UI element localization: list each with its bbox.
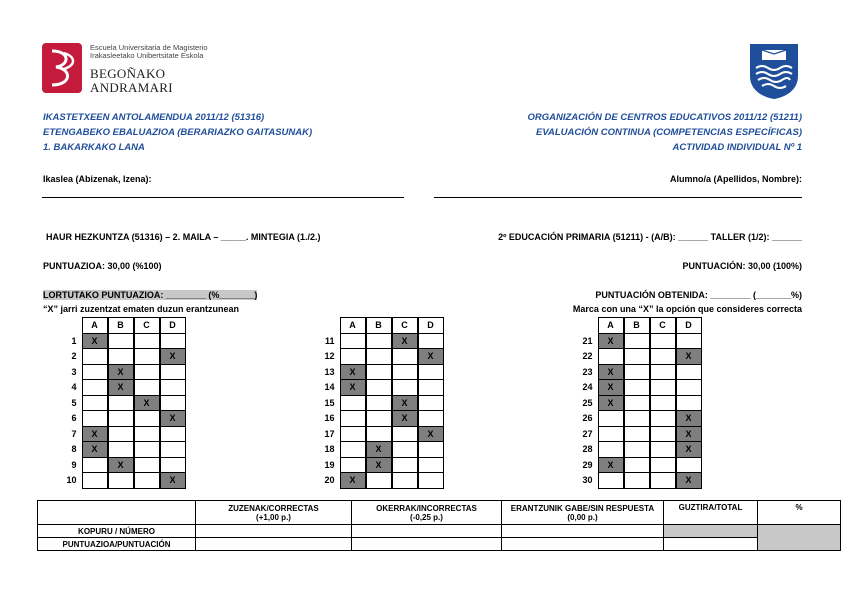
grid-corner	[320, 318, 340, 334]
answer-cell-a[interactable]	[82, 411, 107, 427]
answer-cell-a[interactable]	[598, 426, 623, 442]
answer-mark-a[interactable]: X	[598, 395, 623, 411]
answer-mark-a[interactable]: X	[598, 364, 623, 380]
answer-cell-b[interactable]	[366, 349, 391, 365]
answer-cell-d[interactable]	[676, 457, 701, 473]
question-number: 28	[582, 444, 593, 455]
answer-cell-a[interactable]	[82, 473, 107, 489]
question-number: 29	[582, 459, 593, 470]
answer-cell-b[interactable]	[624, 457, 649, 473]
header-left-line-2: ETENGABEKO EBALUAZIOA (BERARIAZKO GAITASUNAK)	[43, 127, 313, 138]
answer-cell-c[interactable]	[392, 473, 417, 489]
answer-cell-c[interactable]	[650, 411, 675, 427]
question-number: 20	[324, 475, 335, 486]
summary-header-blank-points: (0,00 p.)	[567, 512, 598, 522]
answer-cell-a[interactable]	[82, 380, 107, 396]
question-number: 12	[324, 351, 335, 362]
answer-cell-b[interactable]	[366, 426, 391, 442]
answer-mark-b[interactable]: X	[108, 364, 133, 380]
answer-row	[578, 364, 701, 380]
answer-cell-b[interactable]	[624, 380, 649, 396]
answer-row	[578, 473, 701, 489]
answer-cell-a[interactable]	[598, 442, 623, 458]
instructions-right: Marca con una “X” la opción que consideres correcta	[572, 304, 802, 314]
question-number: 19	[324, 459, 335, 470]
answer-cell-a[interactable]	[82, 395, 107, 411]
header-right-line-1: ORGANIZACIÓN DE CENTROS EDUCATIVOS 2011/12 (51211)	[527, 112, 802, 123]
max-score-right: PUNTUACIÓN: 30,00 (100%)	[682, 261, 802, 271]
answer-mark-d[interactable]: X	[676, 411, 701, 427]
answer-cell-d[interactable]	[418, 442, 443, 458]
answer-row	[320, 426, 443, 442]
course-left: HAUR HEZKUNTZA (51316) – 2. MAILA – _____. MINTEGIA (1./2.)	[46, 232, 321, 242]
answer-row	[320, 457, 443, 473]
student-label-left: Ikaslea (Abizenak, Izena):	[43, 174, 152, 184]
answer-cell-c[interactable]	[392, 457, 417, 473]
school-logo-icon	[42, 43, 82, 93]
summary-header-correct-label: ZUZENAK/CORRECTAS	[228, 503, 319, 513]
answer-mark-b[interactable]: X	[366, 442, 391, 458]
answer-mark-a[interactable]: X	[340, 364, 365, 380]
option-header-c: C	[650, 318, 675, 334]
answer-cell-d[interactable]	[160, 380, 185, 396]
header-left-line-1: IKASTETXEEN ANTOLAMENDUA 2011/12 (51316)	[43, 112, 265, 123]
summary-number-blank[interactable]	[502, 525, 664, 538]
answer-row	[62, 457, 185, 473]
answer-cell-d[interactable]	[160, 426, 185, 442]
answer-mark-c[interactable]: X	[392, 333, 417, 349]
answer-cell-c[interactable]	[392, 380, 417, 396]
answer-row	[578, 395, 701, 411]
answer-cell-d[interactable]	[676, 395, 701, 411]
question-number: 15	[324, 397, 335, 408]
option-header-b: B	[108, 318, 133, 334]
max-score-left: PUNTUAZIOA: 30,00 (%100)	[43, 261, 162, 271]
answer-cell-b[interactable]	[108, 411, 133, 427]
answer-mark-a[interactable]: X	[340, 473, 365, 489]
answer-cell-a[interactable]	[82, 457, 107, 473]
question-number: 9	[71, 459, 77, 470]
brand-name-line-2: ANDRAMARI	[90, 80, 173, 95]
answer-cell-b[interactable]	[366, 333, 391, 349]
answer-cell-d[interactable]	[418, 380, 443, 396]
answer-cell-c[interactable]	[650, 426, 675, 442]
answer-cell-b[interactable]	[624, 426, 649, 442]
answer-cell-a[interactable]	[598, 349, 623, 365]
answer-mark-a[interactable]: X	[598, 457, 623, 473]
option-header-c: C	[134, 318, 159, 334]
option-header-d: D	[160, 318, 185, 334]
summary-number-percent	[758, 525, 841, 551]
answer-mark-d[interactable]: X	[418, 426, 443, 442]
summary-header-correct	[196, 501, 352, 525]
answer-cell-d[interactable]	[418, 395, 443, 411]
answer-cell-b[interactable]	[366, 395, 391, 411]
answer-cell-c[interactable]	[650, 395, 675, 411]
summary-row-number-label: KOPURU / NÚMERO	[38, 525, 196, 538]
summary-number-incorrect[interactable]	[352, 525, 502, 538]
question-number: 6	[71, 413, 77, 424]
answer-row	[578, 426, 701, 442]
answer-row	[320, 395, 443, 411]
answer-cell-c[interactable]	[650, 473, 675, 489]
answer-row	[62, 349, 185, 365]
header-right-line-2: EVALUACIÓN CONTINUA (COMPETENCIAS ESPECÍFICAS)	[535, 127, 802, 138]
question-number: 3	[71, 366, 77, 377]
answer-row	[320, 364, 443, 380]
answer-mark-a[interactable]: X	[82, 442, 107, 458]
answer-cell-c[interactable]	[392, 442, 417, 458]
answer-cell-b[interactable]	[624, 333, 649, 349]
university-shield-icon	[748, 42, 800, 100]
answer-cell-d[interactable]	[676, 380, 701, 396]
answer-mark-a[interactable]: X	[82, 426, 107, 442]
obtained-score-right: PUNTUACIÓN OBTENIDA: ________ (_______%)	[595, 290, 802, 300]
answer-mark-d[interactable]: X	[160, 411, 185, 427]
answer-cell-b[interactable]	[366, 411, 391, 427]
answer-cell-b[interactable]	[624, 349, 649, 365]
answer-row	[578, 349, 701, 365]
answer-cell-c[interactable]	[650, 364, 675, 380]
answer-row	[578, 333, 701, 349]
question-number: 22	[582, 351, 593, 362]
question-number: 10	[66, 475, 77, 486]
answer-row	[62, 426, 185, 442]
answer-cell-c[interactable]	[134, 426, 159, 442]
summary-header-correct-points: (+1,00 p.)	[256, 512, 291, 522]
answer-mark-d[interactable]: X	[676, 349, 701, 365]
answer-cell-d[interactable]	[418, 333, 443, 349]
question-number: 7	[71, 428, 77, 439]
option-header-d: D	[418, 318, 443, 334]
answer-cell-b[interactable]	[366, 380, 391, 396]
answer-cell-a[interactable]	[82, 349, 107, 365]
option-header-b: B	[366, 318, 391, 334]
summary-header-incorrect-points: (-0,25 p.)	[410, 512, 443, 522]
summary-score-total[interactable]	[664, 538, 758, 551]
answer-row	[578, 457, 701, 473]
summary-header-percent: %	[758, 501, 841, 525]
question-number: 24	[582, 382, 593, 393]
answer-cell-c[interactable]	[650, 457, 675, 473]
answer-cell-c[interactable]	[134, 442, 159, 458]
answer-cell-c[interactable]	[650, 333, 675, 349]
answer-row	[320, 333, 443, 349]
answer-mark-a[interactable]: X	[82, 333, 107, 349]
answer-cell-d[interactable]	[418, 411, 443, 427]
answer-mark-b[interactable]: X	[108, 457, 133, 473]
answer-cell-a[interactable]	[340, 426, 365, 442]
answer-cell-d[interactable]	[418, 457, 443, 473]
summary-header-blank-label: ERANTZUNIK GABE/SIN RESPUESTA	[510, 503, 655, 513]
question-number: 17	[324, 428, 335, 439]
question-number: 16	[324, 413, 335, 424]
student-name-field-left[interactable]	[42, 197, 404, 198]
answer-cell-b[interactable]	[108, 426, 133, 442]
question-number: 4	[71, 382, 77, 393]
question-number: 13	[324, 366, 335, 377]
header-left-line-3: 1. BAKARKAKO LANA	[43, 142, 145, 153]
answer-cell-b[interactable]	[366, 473, 391, 489]
answer-cell-c[interactable]	[134, 411, 159, 427]
question-number: 8	[71, 444, 77, 455]
student-label-right: Alumno/a (Apellidos, Nombre):	[669, 174, 802, 184]
answer-cell-c[interactable]	[650, 349, 675, 365]
summary-header-incorrect-label: OKERRAK/INCORRECTAS	[376, 503, 477, 513]
answer-row	[578, 442, 701, 458]
answer-mark-a[interactable]: X	[598, 333, 623, 349]
summary-number-correct[interactable]	[196, 525, 352, 538]
answer-cell-b[interactable]	[108, 442, 133, 458]
answer-cell-d[interactable]	[160, 457, 185, 473]
answer-cell-b[interactable]	[624, 364, 649, 380]
summary-score-blank[interactable]	[502, 538, 664, 551]
question-number: 30	[582, 475, 593, 486]
answer-cell-b[interactable]	[624, 395, 649, 411]
answer-row	[62, 411, 185, 427]
student-name-field-right[interactable]	[434, 197, 802, 198]
summary-score-correct[interactable]	[196, 538, 352, 551]
answer-cell-b[interactable]	[624, 473, 649, 489]
answer-cell-d[interactable]	[418, 473, 443, 489]
answer-row	[320, 380, 443, 396]
question-number: 23	[582, 366, 593, 377]
school-name-line-2: Irakasleetako Unibertsitate Eskola	[90, 51, 204, 60]
answer-mark-d[interactable]: X	[160, 473, 185, 489]
answer-cell-d[interactable]	[676, 333, 701, 349]
answer-cell-a[interactable]	[340, 442, 365, 458]
answer-cell-a[interactable]	[340, 349, 365, 365]
question-number: 1	[71, 335, 77, 346]
summary-corner	[38, 501, 196, 525]
answer-mark-d[interactable]: X	[676, 442, 701, 458]
question-number: 25	[582, 397, 593, 408]
answer-row	[320, 349, 443, 365]
summary-number-total	[664, 525, 758, 538]
answer-cell-c[interactable]	[134, 457, 159, 473]
option-header-c: C	[392, 318, 417, 334]
grid-corner	[62, 318, 82, 334]
option-header-d: D	[676, 318, 701, 334]
question-number: 11	[324, 335, 335, 346]
question-number: 27	[582, 428, 593, 439]
answer-grid-21-30	[578, 317, 702, 489]
answer-grid-1-10	[62, 317, 186, 489]
grid-corner	[578, 318, 598, 334]
answer-cell-c[interactable]	[650, 442, 675, 458]
answer-row	[320, 411, 443, 427]
obtained-score-left: LORTUTAKO PUNTUAZIOA: ________ (%_______)	[43, 290, 258, 300]
answer-cell-b[interactable]	[624, 442, 649, 458]
answer-cell-d[interactable]	[418, 364, 443, 380]
option-header-a: A	[82, 318, 107, 334]
option-header-b: B	[624, 318, 649, 334]
answer-mark-b[interactable]: X	[108, 380, 133, 396]
answer-row	[62, 395, 185, 411]
question-number: 2	[71, 351, 77, 362]
answer-row	[62, 473, 185, 489]
answer-row	[62, 380, 185, 396]
answer-cell-a[interactable]	[598, 411, 623, 427]
header-right-line-3: ACTIVIDAD INDIVIDUAL Nº 1	[672, 142, 802, 153]
answer-cell-b[interactable]	[108, 349, 133, 365]
summary-header-total: GUZTIRA/TOTAL	[664, 501, 758, 525]
answer-cell-b[interactable]	[108, 333, 133, 349]
answer-cell-a[interactable]	[340, 457, 365, 473]
answer-row	[62, 364, 185, 380]
answer-cell-d[interactable]	[160, 395, 185, 411]
summary-row-score-label: PUNTUAZIOA/PUNTUACIÓN	[38, 538, 196, 551]
option-header-a: A	[340, 318, 365, 334]
question-number: 26	[582, 413, 593, 424]
answer-cell-c[interactable]	[650, 380, 675, 396]
answer-cell-b[interactable]	[624, 411, 649, 427]
answer-mark-d[interactable]: X	[160, 349, 185, 365]
answer-row	[578, 411, 701, 427]
answer-cell-c[interactable]	[134, 349, 159, 365]
answer-cell-b[interactable]	[108, 473, 133, 489]
answer-mark-c[interactable]: X	[134, 395, 159, 411]
answer-cell-c[interactable]	[134, 364, 159, 380]
answer-cell-b[interactable]	[108, 395, 133, 411]
answer-cell-d[interactable]	[676, 364, 701, 380]
instructions-left: “X” jarri zuzentzat ematen duzun erantzunean	[43, 304, 240, 314]
answer-mark-d[interactable]: X	[676, 473, 701, 489]
summary-score-incorrect[interactable]	[352, 538, 502, 551]
school-name-line-1: Escuela Universitaria de Magisterio	[90, 43, 208, 52]
course-right: 2º EDUCACIÓN PRIMARIA (51211) - (A/B): ______ TALLER (1/2): ______	[498, 232, 802, 242]
answer-cell-c[interactable]	[134, 473, 159, 489]
answer-row	[578, 380, 701, 396]
answer-cell-d[interactable]	[160, 442, 185, 458]
answer-grid-11-20	[320, 317, 444, 489]
option-header-a: A	[598, 318, 623, 334]
summary-header-incorrect	[352, 501, 502, 525]
summary-table	[37, 500, 841, 551]
answer-mark-a[interactable]: X	[598, 380, 623, 396]
answer-mark-c[interactable]: X	[392, 411, 417, 427]
answer-cell-a[interactable]	[82, 364, 107, 380]
answer-cell-a[interactable]	[598, 473, 623, 489]
summary-header-blank	[502, 501, 664, 525]
answer-mark-c[interactable]: X	[392, 395, 417, 411]
answer-cell-c[interactable]	[392, 364, 417, 380]
answer-cell-c[interactable]	[392, 426, 417, 442]
question-number: 18	[324, 444, 335, 455]
brand-name-line-1: BEGOÑAKO	[90, 66, 166, 81]
answer-row	[62, 442, 185, 458]
answer-cell-a[interactable]	[340, 333, 365, 349]
answer-cell-c[interactable]	[392, 349, 417, 365]
answer-mark-b[interactable]: X	[366, 457, 391, 473]
answer-mark-d[interactable]: X	[418, 349, 443, 365]
answer-cell-b[interactable]	[366, 364, 391, 380]
question-number: 5	[71, 397, 77, 408]
answer-cell-c[interactable]	[134, 333, 159, 349]
answer-row	[320, 442, 443, 458]
answer-cell-c[interactable]	[134, 380, 159, 396]
answer-cell-a[interactable]	[340, 411, 365, 427]
answer-cell-d[interactable]	[160, 333, 185, 349]
answer-cell-a[interactable]	[340, 395, 365, 411]
answer-cell-d[interactable]	[160, 364, 185, 380]
question-number: 21	[582, 335, 593, 346]
answer-row	[62, 333, 185, 349]
answer-row	[320, 473, 443, 489]
answer-mark-d[interactable]: X	[676, 426, 701, 442]
question-number: 14	[324, 382, 335, 393]
answer-mark-a[interactable]: X	[340, 380, 365, 396]
